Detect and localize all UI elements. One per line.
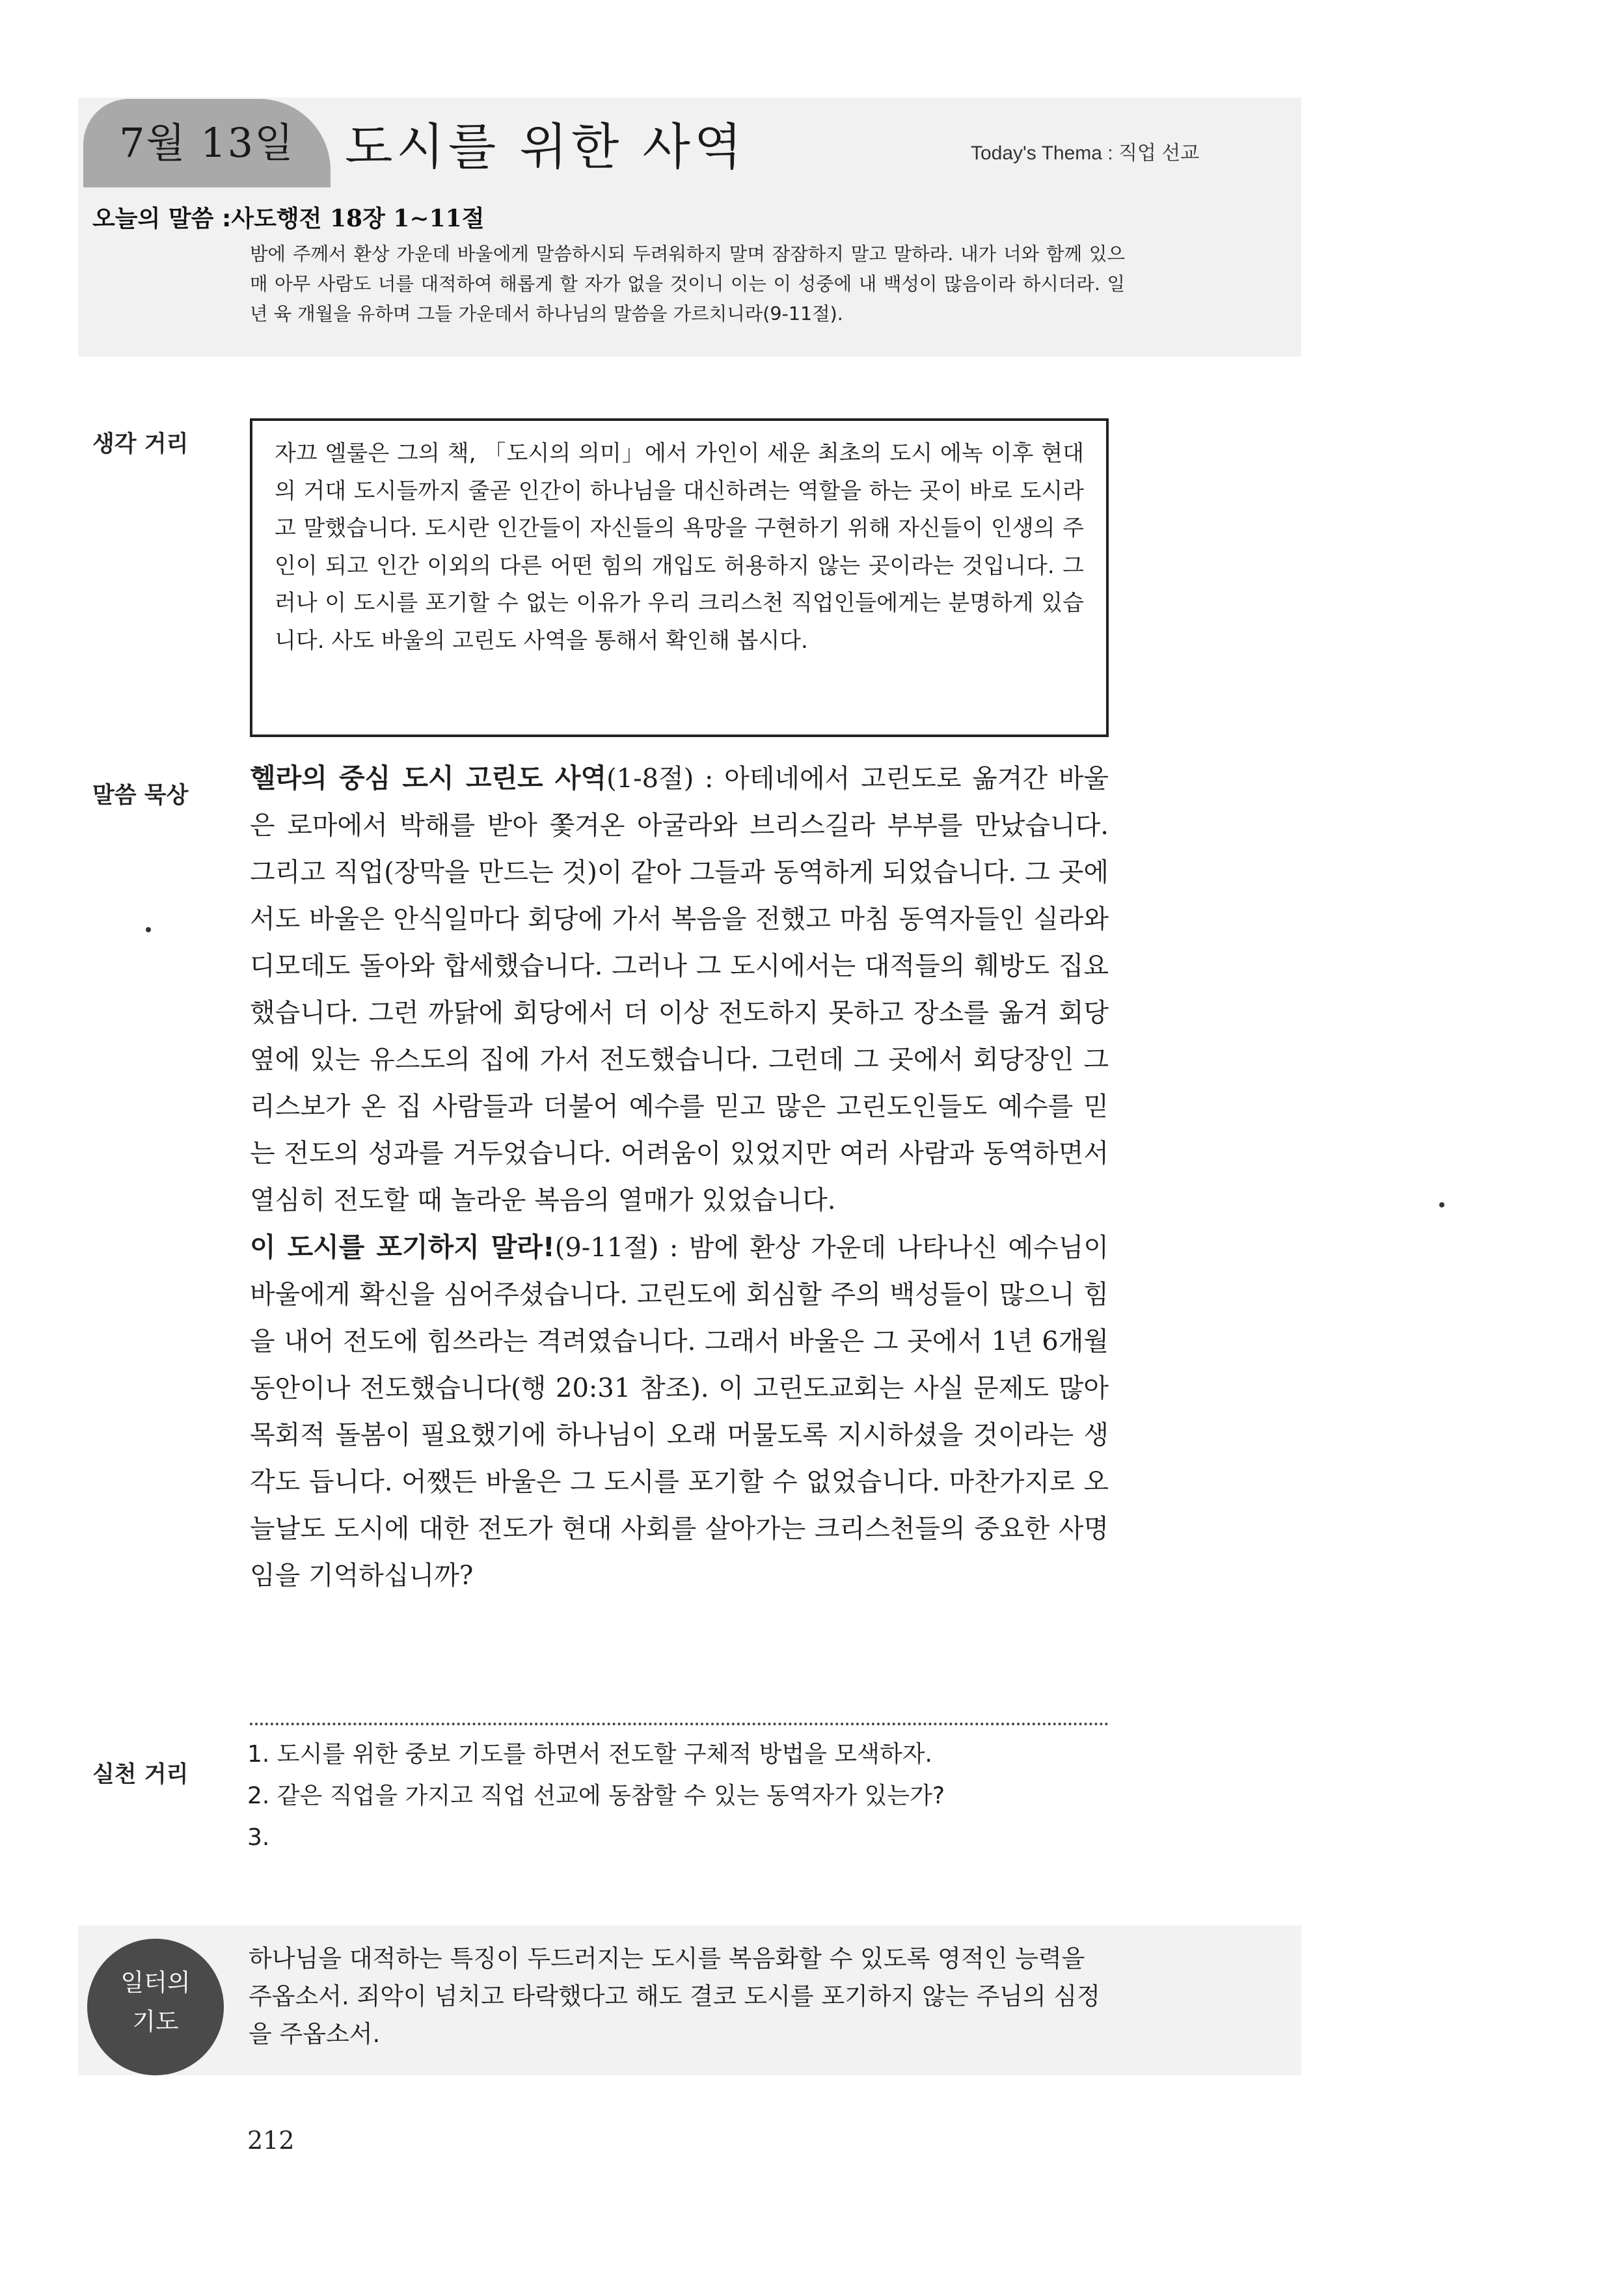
meditation-body [250, 755, 1109, 1599]
think-label: 생각 거리 [92, 431, 189, 457]
verse-heading [92, 200, 484, 234]
meditation-paragraph [250, 755, 1109, 1224]
page-number: 212 [247, 2126, 295, 2155]
meditation-text: 아테네에서 고린도로 옮겨간 바울은 로마에서 박해를 받아 쫓겨온 아굴라와 브리스길라 부부를 만났습니다. 그리고 직업(장막을 만드는 것)이 같아 그들과 동역하게 되었습니다. 그 곳에서도 바울은 안식일마다 회당에 가서 복음을 전했고 마침 동역자들인 실라와 디모데도 돌아와 합세했습니다. 그러나 그 도시에서는 대적들의 훼방도 집요했습니다. 그런 까닭에 회당에서 더 이상 전도하지 못하고 장소를 옮겨 회당 옆에 있는 유스도의 집에 가서 전도했습니다. 그런데 그 곳에서 회당장인 그리스보가 온 집 사람들과 더불어 예수를 믿고 많은 고린도인들도 예수를 믿는 전도의 성과를 거두었습니다. 어려움이 있었지만 여러 사람과 동역하면서 열심히 전도할 때 놀라운 복음의 열매가 있었습니다. [250, 764, 1109, 1215]
practice-item: 2. 같은 직업을 가지고 직업 선교에 동참할 수 있는 동역자가 있는가? [247, 1783, 945, 1809]
think-box [250, 418, 1109, 737]
verse-label: 오늘의 말씀 : [92, 206, 232, 232]
practice-label: 실천 거리 [92, 1761, 189, 1788]
practice-list [247, 1734, 1119, 1859]
theme-label: Today's Thema : 직업 선교 [971, 142, 1200, 164]
dotted-divider [250, 1723, 1109, 1725]
meditation-label: 말씀 묵상 [92, 782, 189, 809]
practice-item: 3. [247, 1824, 270, 1851]
verse-reference: 사도행전 18장 1∼11절 [231, 205, 485, 232]
prayer-badge-label [87, 1963, 224, 2041]
meditation-text: 밤에 환상 가운데 나타나신 예수님이 바울에게 확신을 심어주셨습니다. 고린도에 회심할 주의 백성들이 많으니 힘을 내어 전도에 힘쓰라는 격려였습니다. 그래서 바울은 그 곳에서 1년 6개월 동안이나 전도했습니다(행 20:31 참조). 이 고린도교회는 사실 문제도 많아 목회적 돌봄이 필요했기에 하나님이 오래 머물도록 지시하셨을 것이라는 생각도 듭니다. 어쨌든 바울은 그 도시를 포기할 수 없었습니다. 마찬가지로 오늘날도 도시에 대한 전도가 현대 사회를 살아가는 크리스천들의 중요한 사명임을 기억하십니까? [250, 1233, 1109, 1591]
meditation-heading: 이 도시를 포기하지 말라! [250, 1232, 555, 1263]
meditation-heading: 헬라의 중심 도시 고린도 사역 [250, 762, 607, 794]
prayer-badge-line: 일터의 [120, 1969, 191, 1997]
meditation-paragraph [250, 1224, 1109, 1599]
meditation-ref: (1-8절) : [606, 764, 725, 794]
date-label: 7월 13일 [119, 119, 295, 167]
prayer-text: 하나님을 대적하는 특징이 두드러지는 도시를 복음화할 수 있도록 영적인 능력을 주옵소서. 죄악이 넘치고 타락했다고 해도 결코 도시를 포기하지 않는 주님의 심정을 주옵소서. [249, 1945, 1100, 2048]
scan-speck [1439, 1202, 1444, 1207]
meditation-ref: (9-11절) : [554, 1233, 689, 1263]
practice-item: 1. 도시를 위한 중보 기도를 하면서 전도할 구체적 방법을 모색하자. [247, 1741, 932, 1768]
prayer-badge-line: 기도 [132, 2008, 179, 2036]
page-title: 도시를 위한 사역 [345, 118, 746, 176]
think-text: 자끄 엘룰은 그의 책, 「도시의 의미」에서 가인이 세운 최초의 도시 에녹 이후 현대의 거대 도시들까지 줄곧 인간이 하나님을 대신하려는 역할을 하는 곳이 바로 도시라고 말했습니다. 도시란 인간들이 자신들의 욕망을 구현하기 위해 자신들이 인생의 주인이 되고 인간 이외의 다른 어떤 힘의 개입도 허용하지 않는 곳이라는 것입니다. 그러나 이 도시를 포기할 수 없는 이유가 우리 크리스천 직업인들에게는 분명하게 있습니다. 사도 바울의 고린도 사역을 통해서 확인해 봅시다. [275, 440, 1084, 654]
verse-text: 밤에 주께서 환상 가운데 바울에게 말씀하시되 두려워하지 말며 잠잠하지 말고 말하라. 내가 너와 함께 있으매 아무 사람도 너를 대적하여 해롭게 할 자가 없을 것이니 이는 이 성중에 내 백성이 많음이라 하시더라. 일 년 육 개월을 유하며 그들 가운데서 하나님의 말씀을 가르치니라(9-11절). [250, 243, 1125, 325]
scan-speck [146, 927, 151, 932]
